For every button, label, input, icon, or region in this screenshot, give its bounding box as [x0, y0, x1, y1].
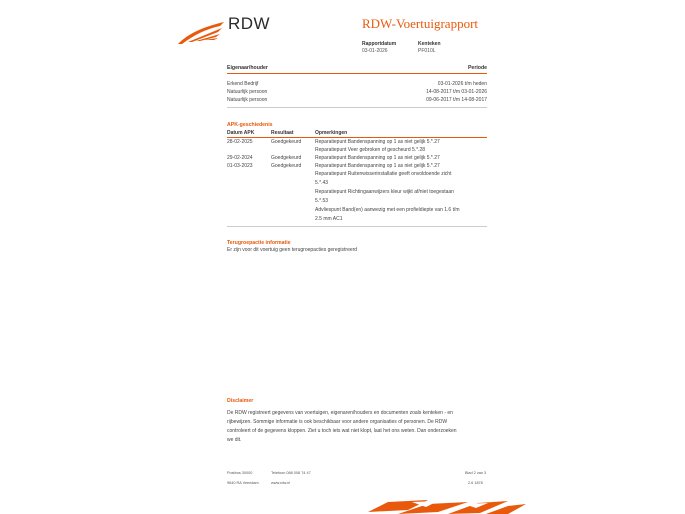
- apk-date: 29-02-2024: [227, 155, 253, 161]
- apk-remark: Reparatiepunt Bandenspanning op 1 as niet gelijk 5.*.27: [315, 163, 440, 169]
- apk-remark: Advliespunt Band(en) aanwezig met een profieldiepte van 1.6 t/m: [315, 207, 460, 213]
- apk-remark: Reparatiepunt Richtingaanwijzers kleur wijkt af/niet toegestaan: [315, 189, 454, 195]
- apk-date: 28-02-2025: [227, 139, 253, 145]
- report-title: RDW-Voertuigrapport: [362, 16, 479, 31]
- plate-label: Kenteken: [418, 41, 441, 47]
- apk-end-divider: [227, 226, 487, 227]
- report-date-label: Rapportdatum: [362, 41, 397, 47]
- apk-date: 01-03-2023: [227, 163, 253, 169]
- recall-text: Er zijn voor dit voertuig geen terugroepacties geregistreerd: [227, 247, 358, 253]
- owner-type: Natuurlijk persoon: [227, 97, 268, 103]
- disclaimer-text: [227, 409, 485, 445]
- apk-remark: Reparatiepunt Ruitenwisserinstallatie geeft onvoldoende zicht: [315, 171, 452, 177]
- disclaimer-line: De RDW registreert gegevens van voertuigen, eigenaren/houders en documenten zoals kenteken - en: [227, 410, 453, 416]
- owners-end-divider: [227, 107, 487, 108]
- owner-period: 03-01-2026 t/m heden: [437, 81, 487, 87]
- owner-row: [227, 97, 487, 105]
- plate-value: PF010L: [418, 48, 436, 54]
- owners-heading: Eigenaar/houder: [227, 65, 268, 71]
- footer-page: Blad 2 van 3: [465, 471, 487, 475]
- footer-code: 2.6 1878: [468, 481, 483, 485]
- apk-col-result: Resultaat: [271, 130, 294, 136]
- rdw-stripes-icon: [368, 498, 528, 514]
- footer-phone: Telefoon 088 008 74 47: [271, 471, 311, 475]
- apk-heading: APK-geschiedenis: [227, 122, 273, 128]
- footer-postbus: Postbus 30000: [227, 471, 253, 475]
- apk-divider: [227, 137, 487, 138]
- footer-address: 9640 RA Veendam: [227, 481, 259, 485]
- apk-col-remarks: Opmerkingen: [315, 130, 348, 136]
- disclaimer-line: rijbewijzen. Sommige informatie is ook beschikbaar voor andere organisaties of personen. De RDW: [227, 419, 448, 425]
- period-heading: Periode: [467, 65, 487, 71]
- apk-result: Goedgekeurd: [271, 139, 302, 145]
- report-date-value: 03-01-2026: [362, 48, 388, 54]
- apk-remark: 5.*.53: [315, 198, 329, 204]
- owner-period: 09-06-2017 t/m 14-08-2017: [426, 97, 487, 103]
- disclaimer-line: controleert of de gegevens kloppen. Ziet u toch iets wat niet klopt, laat het ons weten. Dan onderzoeken: [227, 428, 457, 434]
- owners-divider: [227, 73, 487, 74]
- apk-result: Goedgekeurd: [271, 155, 302, 161]
- owner-type: Natuurlijk persoon: [227, 89, 268, 95]
- footer-web: www.rdw.nl: [271, 481, 290, 485]
- owner-type: Erkend Bedrijf: [227, 81, 259, 87]
- disclaimer-line: we dit.: [227, 437, 242, 443]
- owner-row: [227, 81, 487, 89]
- rdw-logo-icon: [176, 20, 226, 46]
- recall-heading: Terugroepactie informatie: [227, 240, 291, 246]
- apk-remark: 2.5 mm AC1: [315, 216, 343, 222]
- owner-period: 14-08-2017 t/m 03-01-2026: [426, 89, 487, 95]
- owner-row: [227, 89, 487, 97]
- apk-col-date: Datum APK: [227, 130, 255, 136]
- apk-remark: 5.*.43: [315, 180, 329, 186]
- disclaimer-heading: Disclaimer: [227, 398, 254, 404]
- apk-remark: Reparatiepunt Veer gebroken of gescheurd 5.*.28: [315, 147, 426, 153]
- apk-result: Goedgekeurd: [271, 163, 302, 169]
- apk-remark: Reparatiepunt Bandenspanning op 1 as niet gelijk 5.*.27: [315, 139, 440, 145]
- brand-name: RDW: [228, 14, 271, 33]
- apk-remark: Reparatiepunt Bandenspanning op 1 as niet gelijk 5.*.27: [315, 155, 440, 161]
